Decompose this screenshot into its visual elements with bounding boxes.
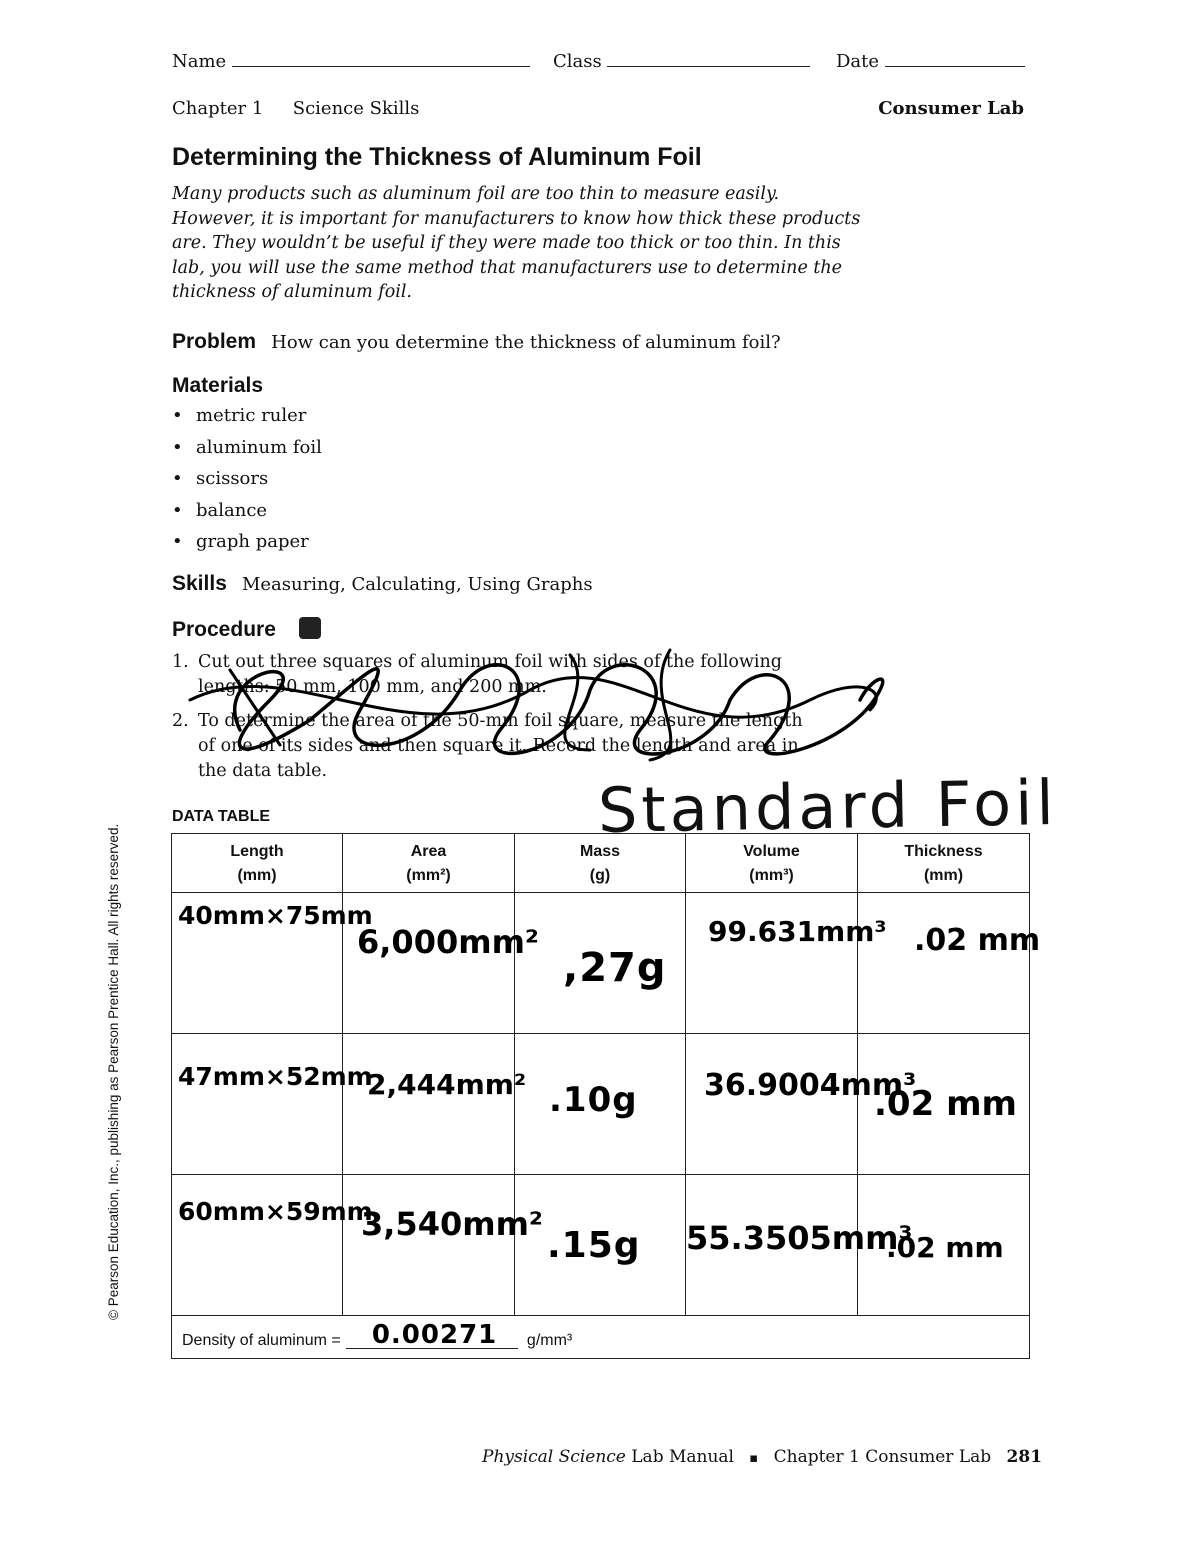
- date-field: [836, 48, 1025, 72]
- list-item: • scissors: [172, 468, 269, 489]
- skills-section: [172, 572, 593, 596]
- density-cell: [172, 1316, 1030, 1359]
- cell-area[interactable]: 6,000mm²: [343, 893, 515, 1034]
- procedure-heading: Procedure: [172, 618, 276, 641]
- density-value: 0.00271: [371, 1320, 498, 1350]
- footer-chapter-lab: Chapter 1 Consumer Lab: [773, 1447, 992, 1467]
- skills-text: Measuring, Calculating, Using Graphs: [241, 574, 593, 595]
- procedure-step: 1. Cut out three squares of aluminum foil with sides of the following lengths: 50 mm, 100 mm, and 200 mm.: [172, 652, 783, 697]
- cell-mass[interactable]: .15g: [515, 1175, 686, 1316]
- cell-thickness[interactable]: .02 mm: [858, 893, 1030, 1034]
- cell-thickness[interactable]: .02 mm: [858, 1034, 1030, 1175]
- list-item: • aluminum foil: [172, 436, 322, 458]
- class-field: [553, 48, 810, 72]
- table-row: [172, 1175, 1030, 1316]
- cell-area[interactable]: 2,444mm²: [343, 1034, 515, 1175]
- density-label: Density of aluminum =: [182, 1332, 341, 1349]
- column-header-area: Area (mm²): [343, 834, 515, 893]
- problem-section: [172, 330, 781, 354]
- lab-type: Consumer Lab: [878, 98, 1024, 119]
- density-blank[interactable]: [346, 1320, 518, 1350]
- name-blank[interactable]: [232, 48, 530, 67]
- date-label: Date: [836, 51, 880, 72]
- date-blank[interactable]: [885, 48, 1025, 67]
- data-table-label: DATA TABLE: [172, 808, 271, 825]
- problem-text: How can you determine the thickness of aluminum foil?: [271, 332, 781, 353]
- footer-book: Physical Science: [482, 1447, 626, 1467]
- list-item: • metric ruler: [172, 405, 307, 426]
- handwritten-note: Standard Foil: [597, 765, 1059, 848]
- cell-mass[interactable]: ,27g: [515, 893, 686, 1034]
- chapter-number: Chapter 1: [172, 98, 264, 119]
- list-item: • balance: [172, 499, 268, 521]
- column-header-thickness: Thickness (mm): [858, 834, 1030, 893]
- footer-separator: ▪: [749, 1451, 759, 1466]
- chapter-label: [172, 98, 419, 119]
- cell-length[interactable]: 40mm×75mm: [172, 893, 343, 1034]
- cell-length[interactable]: 60mm×59mm: [172, 1175, 343, 1316]
- copyright-notice: © Pearson Education, Inc., publishing as Pearson Prentice Hall. All rights reserved.: [106, 823, 121, 1320]
- cell-volume[interactable]: 55.3505mm³: [686, 1175, 858, 1316]
- cell-thickness[interactable]: .02 mm: [858, 1175, 1030, 1316]
- density-row: [172, 1316, 1030, 1359]
- cell-length[interactable]: 47mm×52mm: [172, 1034, 343, 1175]
- class-blank[interactable]: [607, 48, 810, 67]
- column-header-length: Length (mm): [172, 834, 343, 893]
- cell-area[interactable]: 3,540mm²: [343, 1175, 515, 1316]
- materials-heading: Materials: [172, 374, 264, 397]
- page-number: 281: [1006, 1447, 1043, 1467]
- density-unit: g/mm³: [526, 1332, 573, 1349]
- skills-heading: Skills: [172, 572, 227, 595]
- table-row: [172, 1034, 1030, 1175]
- problem-heading: Problem: [172, 330, 257, 353]
- list-item: • graph paper: [172, 531, 309, 552]
- page-title: Determining the Thickness of Aluminum Foil: [172, 143, 702, 171]
- intro-paragraph: Many products such as aluminum foil are too thin to measure easily. However, it is important for manufacturers to know how thick these products are. They wouldn’t be useful if they were made too thick or too thin. In this lab, you will use the same method that manufacturers use to determine the thickness of aluminum foil.: [172, 184, 861, 302]
- cell-volume[interactable]: 99.631mm³: [686, 893, 858, 1034]
- materials-list: [172, 402, 322, 560]
- scribble-mark: [170, 630, 900, 780]
- name-field: [172, 48, 530, 72]
- page-footer: [482, 1447, 1042, 1467]
- table-row: [172, 893, 1030, 1034]
- procedure-step: 2. To determine the area of the 50-mm foil square, measure the length of one of its sides and then square it. Record the length and area in the data table.: [172, 711, 803, 781]
- class-label: Class: [553, 51, 602, 72]
- column-header-volume: Volume (mm³): [686, 834, 858, 893]
- footer-manual: Lab Manual: [631, 1447, 734, 1467]
- data-table: [171, 833, 1041, 1359]
- table-header-row: [172, 834, 1030, 893]
- cell-mass[interactable]: .10g: [515, 1034, 686, 1175]
- cell-volume[interactable]: 36.9004mm³: [686, 1034, 858, 1175]
- column-header-mass: Mass (g): [515, 834, 686, 893]
- name-label: Name: [172, 51, 227, 72]
- chapter-section: Science Skills: [292, 98, 420, 119]
